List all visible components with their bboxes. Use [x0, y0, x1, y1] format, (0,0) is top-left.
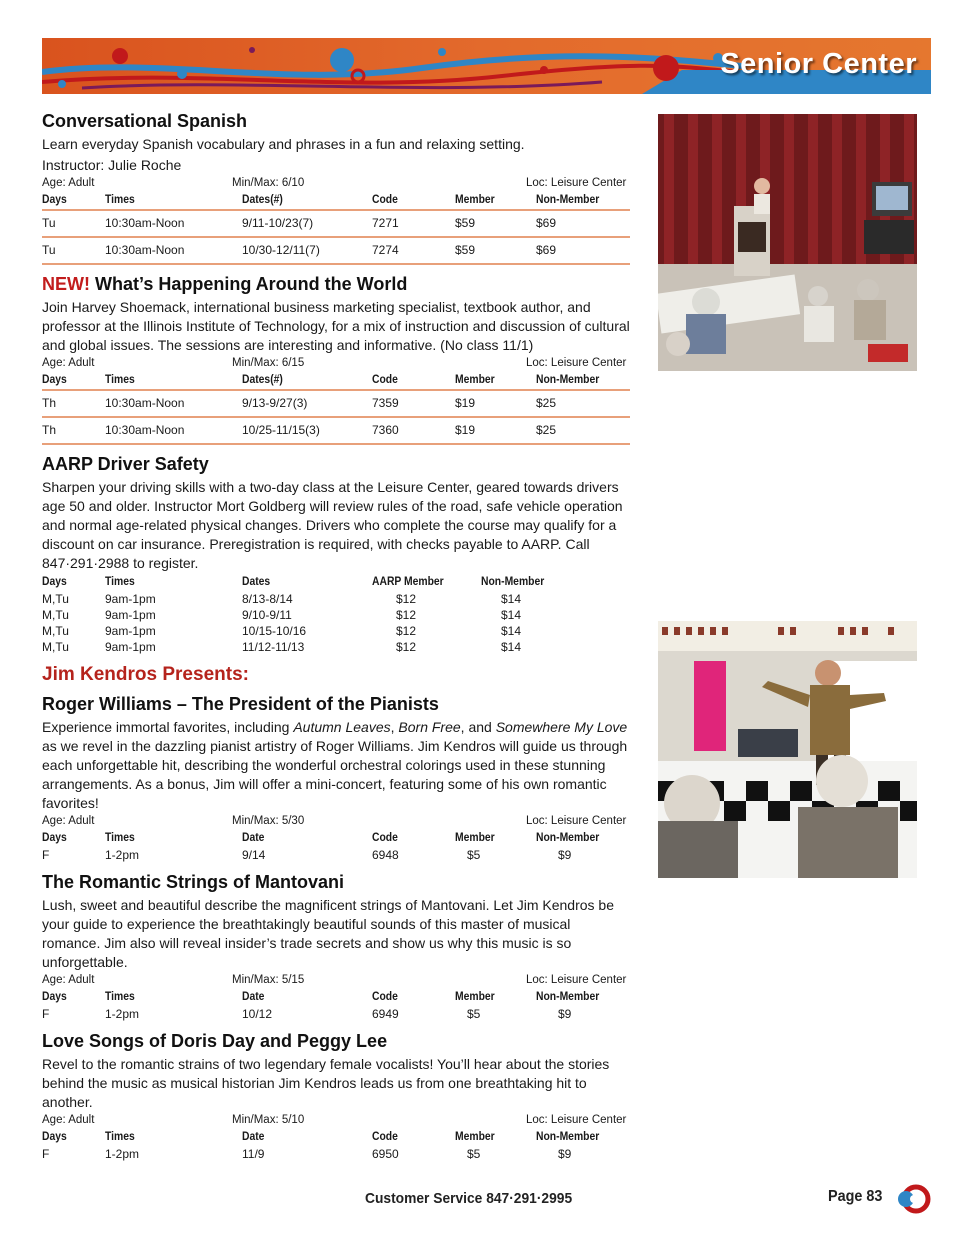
column-header: Member: [455, 1131, 495, 1143]
course-title: AARP Driver Safety: [42, 454, 209, 474]
course-doris-day: [42, 1030, 632, 1162]
cell-member: $19: [455, 417, 536, 444]
new-badge: NEW!: [42, 274, 90, 294]
cell-code: 7274: [372, 237, 455, 264]
cell-code: 7271: [372, 210, 455, 237]
schedule-table: [42, 575, 562, 655]
course-description: Lush, sweet and beautiful describe the magnificent strings of Mantovani. Let Jim Kendros be your guide to experience the breathtakingly beautiful sounds of this master of musical romance. Jim also will reveal insider’s trade secrets and show us why this music is so unforgettable.: [42, 897, 614, 970]
table-row: [42, 847, 630, 863]
min-max: Min/Max: 5/30: [232, 815, 305, 827]
min-max: Min/Max: 6/15: [232, 357, 305, 369]
course-meta: [42, 177, 632, 193]
song-title: Born Free: [398, 719, 461, 735]
schedule-table: [42, 193, 630, 265]
cell-non-member: $25: [536, 390, 630, 417]
cell-times: 10:30am-Noon: [105, 390, 242, 417]
cell-dates: 10/30-12/11(7): [242, 237, 372, 264]
table-row: [42, 639, 562, 655]
column-header: Times: [105, 832, 135, 844]
table-row: [42, 390, 630, 417]
table-row: [42, 607, 562, 623]
age: Age: Adult: [42, 177, 95, 189]
min-max: Min/Max: 5/10: [232, 1114, 305, 1126]
cell-aarp-member: $12: [396, 592, 417, 606]
column-header: Dates(#): [242, 373, 359, 390]
presenter-photo: [658, 621, 917, 878]
cell-date: 11/9: [242, 1147, 265, 1161]
cell-member: $59: [455, 237, 536, 264]
cell-dates: 10/15-10/16: [242, 624, 307, 638]
cell-days: F: [42, 1147, 50, 1161]
column-header: Non-Member: [536, 1131, 600, 1143]
cell-code: 6950: [372, 1147, 399, 1161]
cell-times: 1-2pm: [105, 1147, 140, 1161]
course-description: Learn everyday Spanish vocabulary and phrases in a fun and relaxing setting.: [42, 136, 525, 152]
cell-days: M,Tu: [42, 592, 69, 606]
column-header: Member: [455, 193, 528, 210]
cell-dates: 11/12-11/13: [242, 640, 305, 654]
column-header: Non-Member: [536, 193, 621, 210]
desc-text: ,: [390, 719, 399, 735]
course-title: Roger Williams – The President of the Pianists: [42, 694, 439, 714]
cell-member: $19: [455, 390, 536, 417]
course-world: [42, 273, 632, 445]
table-header-row: [42, 373, 630, 390]
cell-member: $5: [467, 1007, 481, 1021]
cell-member: $59: [455, 210, 536, 237]
course-title: The Romantic Strings of Mantovani: [42, 872, 345, 892]
cell-dates: 10/25-11/15(3): [242, 417, 372, 444]
course-meta: [42, 815, 632, 831]
lecture-photo: [658, 114, 917, 371]
course-aarp: [42, 453, 632, 655]
column-header: Non-Member: [536, 832, 600, 844]
song-title: Somewhere My Love: [495, 719, 628, 735]
min-max: Min/Max: 6/10: [232, 177, 305, 189]
min-max: Min/Max: 5/15: [232, 974, 305, 986]
course-title: [42, 273, 632, 295]
column-header: Non-Member: [536, 373, 621, 390]
location: Loc: Leisure Center: [526, 177, 627, 189]
cell-non-member: $14: [501, 608, 522, 622]
course-description: Revel to the romantic strains of two legendary female vocalists! You’ll hear about the stories behind the music as musical historian Jim Kendros leads us from one breathtaking hit to another.: [42, 1056, 610, 1110]
column-header: Date: [242, 1131, 265, 1143]
cell-times: 1-2pm: [105, 1007, 140, 1021]
cell-non-member: $9: [558, 848, 572, 862]
cell-times: 9am-1pm: [105, 592, 156, 606]
series-heading: Jim Kendros Presents:: [42, 664, 249, 685]
cell-non-member: $69: [536, 237, 630, 264]
column-header: Days: [42, 991, 67, 1003]
cell-dates: 9/11-10/23(7): [242, 210, 372, 237]
cell-code: 6949: [372, 1007, 399, 1021]
column-header: Times: [105, 193, 228, 210]
column-header: Dates: [242, 576, 271, 588]
column-header: Times: [105, 1131, 135, 1143]
table-row: [42, 210, 630, 237]
column-header: Non-Member: [481, 576, 545, 588]
schedule-table: [42, 373, 630, 445]
lecture-photo-image: [658, 114, 917, 371]
column-header: Code: [372, 373, 447, 390]
course-mantovani: [42, 871, 632, 1022]
cell-non-member: $14: [501, 624, 522, 638]
cell-aarp-member: $12: [396, 608, 417, 622]
course-spanish: [42, 110, 632, 265]
schedule-table: [42, 1130, 630, 1162]
cell-non-member: $14: [501, 592, 522, 606]
cell-non-member: $9: [558, 1147, 572, 1161]
column-header: Days: [42, 832, 67, 844]
column-header: Dates(#): [242, 193, 359, 210]
cell-code: 6948: [372, 848, 399, 862]
page-number: Page 83: [828, 1188, 883, 1205]
cell-days: M,Tu: [42, 640, 69, 654]
presenter-photo-image: [658, 621, 917, 878]
column-header: Date: [242, 991, 265, 1003]
course-description: Join Harvey Shoemack, international business marketing specialist, textbook author, and professor at the Illinois Institute of Technology, for a mix of instruction and discussion of cultural and global issues. The sessions are interesting and informative. (No class 11/1): [42, 299, 630, 353]
cell-days: F: [42, 1007, 50, 1021]
location: Loc: Leisure Center: [526, 357, 627, 369]
cell-days: F: [42, 848, 50, 862]
course-title: Love Songs of Doris Day and Peggy Lee: [42, 1031, 388, 1051]
cell-times: 9am-1pm: [105, 640, 156, 654]
column-header: Code: [372, 193, 447, 210]
course-listings: [42, 110, 632, 1170]
column-header: Days: [42, 1131, 67, 1143]
age: Age: Adult: [42, 357, 95, 369]
column-header: Date: [242, 832, 265, 844]
cell-times: 9am-1pm: [105, 624, 156, 638]
column-header: Times: [105, 373, 228, 390]
age: Age: Adult: [42, 1114, 95, 1126]
cell-code: 7360: [372, 417, 455, 444]
column-header: AARP Member: [372, 576, 444, 588]
cell-aarp-member: $12: [396, 640, 417, 654]
location: Loc: Leisure Center: [526, 815, 627, 827]
header-banner: [42, 38, 931, 94]
cell-times: 10:30am-Noon: [105, 210, 242, 237]
section-title: Senior Center: [720, 48, 917, 80]
desc-text: Experience immortal favorites, including: [42, 719, 294, 735]
course-description: Sharpen your driving skills with a two-day class at the Leisure Center, geared towards drivers age 50 and older. Instructor Mort Goldberg will review rules of the road, safe vehicle operation and normal age-related physical changes. Drivers who complete the course may qualify for a discount on car insurance. Preregistration is required, with checks payable to AARP. Call 847·291·2988 to register.: [42, 479, 623, 571]
cell-times: 9am-1pm: [105, 608, 156, 622]
table-header-row: [42, 193, 630, 210]
course-title-text: What’s Happening Around the World: [95, 274, 408, 294]
cell-non-member: $69: [536, 210, 630, 237]
cell-times: 10:30am-Noon: [105, 417, 242, 444]
location: Loc: Leisure Center: [526, 974, 627, 986]
column-header: Member: [455, 373, 528, 390]
table-row: [42, 237, 630, 264]
age: Age: Adult: [42, 815, 95, 827]
table-header-row: [42, 831, 630, 847]
cell-non-member: $14: [501, 640, 522, 654]
logo-swirl-graphic: [894, 1183, 932, 1215]
schedule-table: [42, 831, 630, 863]
song-title: Autumn Leaves: [293, 719, 391, 735]
cell-dates: 9/10-9/11: [242, 608, 292, 622]
cell-days: M,Tu: [42, 624, 69, 638]
column-header: Days: [42, 373, 99, 390]
cell-days: M,Tu: [42, 608, 69, 622]
column-header: Days: [42, 576, 67, 588]
course-instructor: Instructor: Julie Roche: [42, 157, 182, 173]
table-row: [42, 591, 562, 607]
cell-aarp-member: $12: [396, 624, 417, 638]
cell-dates: 9/13-9/27(3): [242, 390, 372, 417]
schedule-table: [42, 990, 630, 1022]
column-header: Days: [42, 193, 99, 210]
cell-member: $5: [467, 1147, 481, 1161]
course-meta: [42, 974, 632, 990]
column-header: Member: [455, 991, 495, 1003]
age: Age: Adult: [42, 974, 95, 986]
course-roger-williams: [42, 693, 632, 863]
cell-date: 10/12: [242, 1007, 273, 1021]
customer-service-phone: Customer Service 847·291·2995: [365, 1190, 573, 1207]
table-header-row: [42, 575, 562, 591]
column-header: Times: [105, 991, 135, 1003]
cell-dates: 8/13-8/14: [242, 592, 293, 606]
cell-member: $5: [467, 848, 481, 862]
logo-swirl-icon: [894, 1183, 932, 1220]
table-row: [42, 1006, 630, 1022]
cell-times: 1-2pm: [105, 848, 140, 862]
table-row: [42, 417, 630, 444]
table-row: [42, 1146, 630, 1162]
cell-days: Tu: [42, 210, 105, 237]
cell-days: Th: [42, 390, 105, 417]
desc-text: , and: [460, 719, 496, 735]
course-meta: [42, 1114, 632, 1130]
cell-code: 7359: [372, 390, 455, 417]
course-meta: [42, 357, 632, 373]
column-header: Times: [105, 576, 135, 588]
course-description: [42, 718, 632, 813]
cell-days: Tu: [42, 237, 105, 264]
table-header-row: [42, 990, 630, 1006]
column-header: Non-Member: [536, 991, 600, 1003]
column-header: Code: [372, 832, 398, 844]
cell-days: Th: [42, 417, 105, 444]
cell-non-member: $25: [536, 417, 630, 444]
table-header-row: [42, 1130, 630, 1146]
desc-text: as we revel in the dazzling pianist artistry of Roger Williams. Jim Kendros will guide us through each unforgettable hit, describing the wonderful orchestral colorings used in these stunning arrangements. As a bonus, Jim will offer a mini-concert, featuring some of his own romantic favorites!: [42, 738, 628, 811]
location: Loc: Leisure Center: [526, 1114, 627, 1126]
cell-times: 10:30am-Noon: [105, 237, 242, 264]
column-header: Code: [372, 991, 398, 1003]
column-header: Code: [372, 1131, 398, 1143]
cell-date: 9/14: [242, 848, 266, 862]
column-header: Member: [455, 832, 495, 844]
course-title: Conversational Spanish: [42, 111, 248, 131]
cell-non-member: $9: [558, 1007, 572, 1021]
table-row: [42, 623, 562, 639]
